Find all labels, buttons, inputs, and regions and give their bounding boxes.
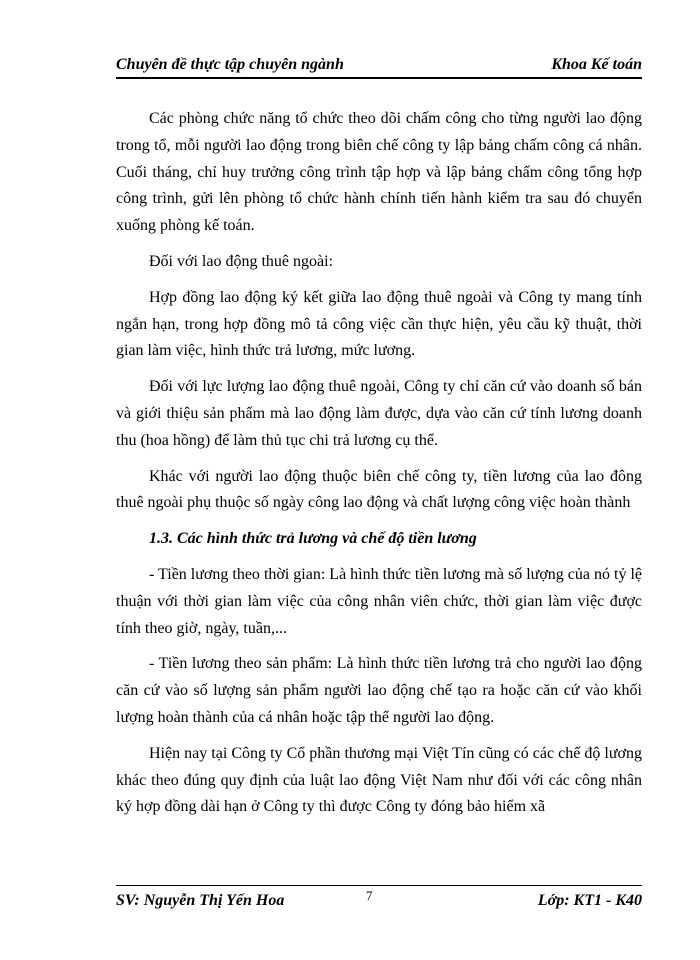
- header-title: Chuyên đề thực tập chuyên ngành: [116, 56, 344, 73]
- paragraph: - Tiền lương theo thời gian: Là hình thức tiền lương mà số lượng của nó tỷ lệ thuận với thời gian làm việc của công nhân viên chức, thời gian làm việc được tính theo giờ, ngày, tuần,...: [116, 565, 642, 637]
- paragraph: Hiện nay tại Công ty Cổ phần thương mại Việt Tín cũng có các chế độ lương khác theo đúng quy định của luật lao động Việt Nam như đối với các công nhân ký hợp đồng dài hạn ở Công ty thì được Công ty đóng bảo hiểm xã: [116, 744, 642, 816]
- paragraph: Đối với lực lượng lao động thuê ngoài, Công ty chỉ căn cứ vào doanh số bán và giới thiệu sản phẩm mà lao động làm được, dựa vào căn cứ tính lương doanh thu (hoa hồng) để làm thủ tục chi trả lương cụ thể.: [116, 378, 642, 449]
- paragraph: - Tiền lương theo sản phẩm: Là hình thức tiền lương trả cho người lao động căn cứ vào số lượng sản phẩm người lao động chế tạo ra hoặc căn cứ vào khối lượng hoàn thành của cá nhân hoặc tập thể người lao động.: [116, 655, 642, 726]
- section-heading: 1.3. Các hình thức trả lương và chế độ tiền lương: [149, 530, 477, 548]
- paragraph: Hợp đồng lao động ký kết giữa lao động thuê ngoài và Công ty mang tính ngắn hạn, trong hợp đồng mô tả công việc cần thực hiện, yêu cầu kỹ thuật, thời gian làm việc, hình thức trả lương, mức lương.: [116, 288, 642, 360]
- body-text: [116, 106, 642, 830]
- paragraph: Khác với người lao động thuộc biên chế công ty, tiền lương của lao đông thuê ngoài phụ thuộc số ngày công lao động và chất lượng công việc hoàn thành: [116, 467, 642, 512]
- page-number: 7: [366, 888, 373, 903]
- page-footer: [116, 885, 642, 916]
- page-header: [116, 50, 642, 79]
- footer-class: Lớp: KT1 - K40: [537, 892, 642, 909]
- paragraph: Các phòng chức năng tổ chức theo dõi chấm công cho từng người lao động trong tổ, mỗi người lao động trong biên chế công ty lập bảng chấm công cá nhân. Cuối tháng, chỉ huy trưởng công trình tập hợp và lập bảng chấm công tổng hợp công trình, gửi lên phòng tổ chức hành chính tiến hành kiểm tra sau đó chuyển xuống phòng kế toán.: [116, 110, 642, 235]
- header-department: Khoa Kế toán: [551, 56, 642, 73]
- footer-student: SV: Nguyễn Thị Yến Hoa: [116, 892, 285, 909]
- paragraph: Đối với lao động thuê ngoài:: [149, 252, 333, 270]
